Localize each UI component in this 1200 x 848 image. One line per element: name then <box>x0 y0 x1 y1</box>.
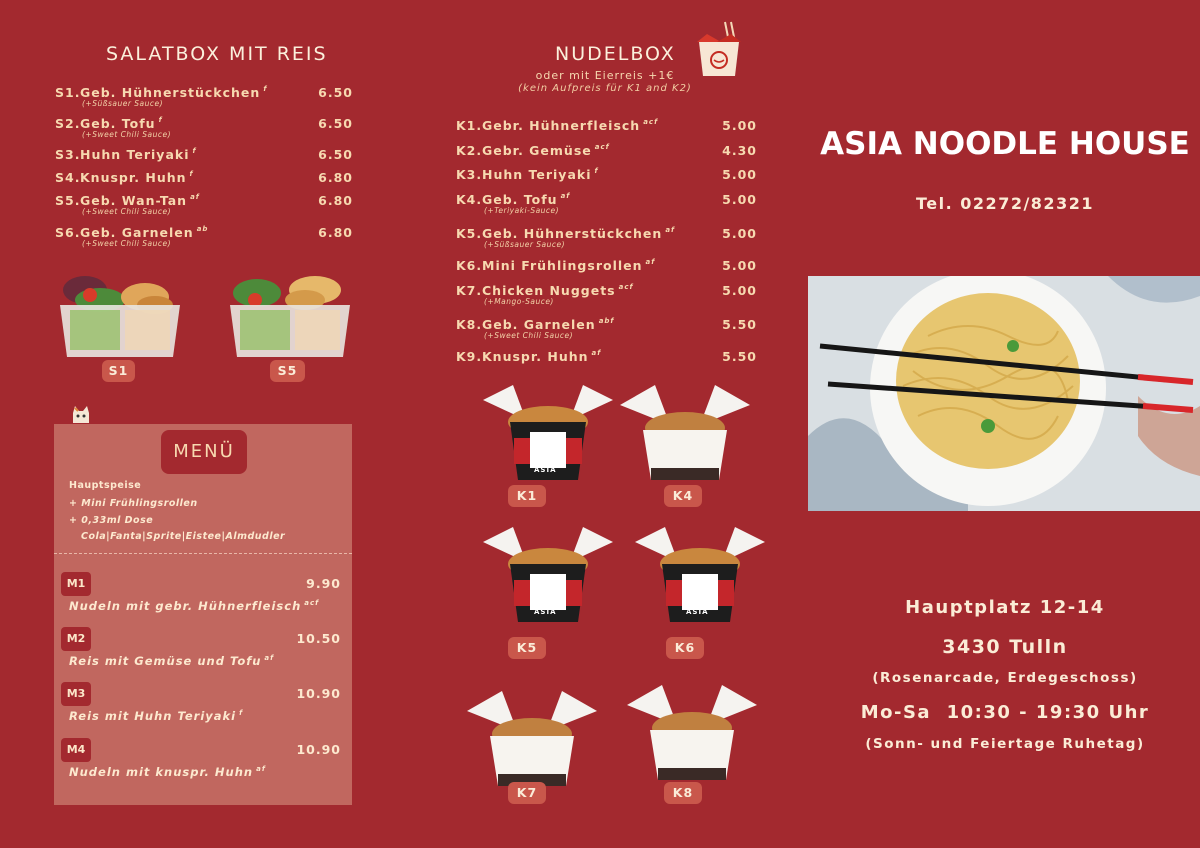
photo-tag-s1: S1 <box>102 360 135 382</box>
menu-panel <box>54 424 352 805</box>
menu-item-price: 9.90 <box>306 576 341 591</box>
closed-days: (Sonn- und Feiertage Ruhetag) <box>865 736 1145 752</box>
noodle-item-code: K7. <box>456 283 483 298</box>
takeaway-box-icon <box>695 20 745 80</box>
noodle-box-illustration <box>462 686 602 791</box>
photo-tag-k6: K6 <box>666 637 704 659</box>
salad-item-name <box>80 147 197 162</box>
noodle-item-price: 5.00 <box>722 283 757 298</box>
menu-item-label: Nudeln mit gebr. Hühnerfleisch <box>69 599 302 613</box>
salad-item-code: S6. <box>55 225 81 240</box>
salad-item-label: Geb. Hühnerstückchen <box>80 85 261 100</box>
noodle-item-price: 5.50 <box>722 349 757 364</box>
salad-item-sauce: (+Süßsauer Sauce) <box>82 99 164 108</box>
menu-item-label: Reis mit Gemüse und Tofu <box>69 654 262 668</box>
noodle-item-price: 5.00 <box>722 258 757 273</box>
noodle-box-photo <box>615 380 755 485</box>
allergen-codes: af <box>256 765 266 773</box>
noodle-item-label: Gebr. Gemüse <box>482 143 592 158</box>
noodle-item-price: 5.00 <box>722 226 757 241</box>
noodle-box-photo <box>478 522 618 627</box>
menu-item-price: 10.90 <box>296 742 341 757</box>
noodle-item-sauce: (+Teriyaki-Sauce) <box>484 206 560 215</box>
noodle-item-code: K4. <box>456 192 483 207</box>
salad-item-price: 6.80 <box>318 193 353 208</box>
allergen-codes: af <box>264 654 275 662</box>
salad-item-code: S4. <box>55 170 81 185</box>
menu-intro-drink-options: Cola|Fanta|Sprite|Eistee|Almdudler <box>81 531 286 542</box>
photo-tag-k7: K7 <box>508 782 546 804</box>
noodle-item-label: Knuspr. Huhn <box>482 349 589 364</box>
allergen-codes: acf <box>643 118 659 126</box>
noodle-box-photo <box>622 680 762 785</box>
photo-tag-k8: K8 <box>664 782 702 804</box>
salad-item-price: 6.80 <box>318 170 353 185</box>
noodle-item-price: 4.30 <box>722 143 757 158</box>
noodle-title: NUDELBOX <box>555 43 676 65</box>
noodle-item-price: 5.00 <box>722 192 757 207</box>
menu-item-name <box>69 709 243 723</box>
allergen-codes: abf <box>598 317 615 325</box>
salad-item-price: 6.50 <box>318 116 353 131</box>
cup-brand-label: ASIA <box>534 466 557 474</box>
photo-tag-k5: K5 <box>508 637 546 659</box>
noodle-item-name <box>482 226 675 241</box>
noodle-item-label: Geb. Tofu <box>482 192 558 207</box>
noodle-item-sauce: (+Süßsauer Sauce) <box>484 240 566 249</box>
noodle-item-code: K1. <box>456 118 483 133</box>
salad-item-sauce: (+Sweet Chili Sauce) <box>82 207 172 216</box>
menu-title: MENÜ <box>173 441 235 462</box>
noodle-item-price: 5.50 <box>722 317 757 332</box>
allergen-codes: af <box>645 258 656 266</box>
menu-divider <box>54 553 352 554</box>
menu-title-badge <box>161 430 247 474</box>
salad-box-photo-s5 <box>225 265 355 360</box>
noodle-item-name <box>482 192 570 207</box>
menu-item-tag: M1 <box>61 572 91 596</box>
menu-item-label: Nudeln mit knuspr. Huhn <box>69 765 254 779</box>
noodle-note: (kein Aufpreis für K1 and K2) <box>518 83 692 94</box>
address-city: 3430 Tulln <box>942 636 1068 658</box>
photo-tag-k4: K4 <box>664 485 702 507</box>
noodle-box-photo <box>478 380 618 485</box>
noodle-item-price: 5.00 <box>722 167 757 182</box>
menu-intro-drink: + 0,33ml Dose <box>69 515 154 526</box>
menu-intro-main: Hauptspeise <box>69 480 142 491</box>
noodle-item-name <box>482 143 610 158</box>
noodle-item-code: K8. <box>456 317 483 332</box>
allergen-codes: acf <box>594 143 610 151</box>
salad-item-label: Knuspr. Huhn <box>80 170 187 185</box>
noodle-box-illustration <box>622 680 762 785</box>
salad-title: SALATBOX MIT REIS <box>106 43 328 65</box>
noodle-item-label: Geb. Hühnerstückchen <box>482 226 663 241</box>
salad-item-name <box>80 85 267 100</box>
allergen-codes: af <box>560 192 571 200</box>
noodle-item-sauce: (+Sweet Chili Sauce) <box>484 331 574 340</box>
salad-item-label: Geb. Wan-Tan <box>80 193 188 208</box>
noodle-box-illustration <box>615 380 755 485</box>
salad-item-name <box>80 170 194 185</box>
noodle-item-name <box>482 349 601 364</box>
menu-item-name <box>69 654 274 668</box>
menu-item-tag: M3 <box>61 682 91 706</box>
noodle-item-code: K2. <box>456 143 483 158</box>
menu-intro-rolls: + Mini Frühlingsrollen <box>69 498 198 509</box>
noodle-item-code: K9. <box>456 349 483 364</box>
noodle-item-label: Geb. Garnelen <box>482 317 596 332</box>
noodle-item-name <box>482 283 634 298</box>
menu-item-label: Reis mit Huhn Teriyaki <box>69 709 237 723</box>
salad-item-label: Geb. Garnelen <box>80 225 194 240</box>
salad-item-label: Geb. Tofu <box>80 116 156 131</box>
salad-item-price: 6.50 <box>318 85 353 100</box>
cat-mascot-icon <box>70 405 92 425</box>
cup-brand-label: ASIA <box>686 608 709 616</box>
noodle-item-code: K6. <box>456 258 483 273</box>
menu-item-name <box>69 765 266 779</box>
menu-item-price: 10.90 <box>296 686 341 701</box>
salad-item-label: Huhn Teriyaki <box>80 147 190 162</box>
menu-item-name <box>69 599 319 613</box>
noodle-item-name <box>482 118 658 133</box>
menu-item-tag: M2 <box>61 627 91 651</box>
photo-tag-s5: S5 <box>270 360 305 382</box>
allergen-codes: ab <box>196 225 209 233</box>
salad-item-price: 6.50 <box>318 147 353 162</box>
allergen-codes: f <box>594 167 599 175</box>
salad-item-sauce: (+Sweet Chili Sauce) <box>82 130 172 139</box>
salad-item-name <box>80 116 163 131</box>
brand-name: ASIA NOODLE HOUSE <box>820 126 1190 162</box>
allergen-codes: f <box>189 170 194 178</box>
allergen-codes: af <box>665 226 676 234</box>
noodle-item-label: Huhn Teriyaki <box>482 167 592 182</box>
noodle-item-label: Chicken Nuggets <box>482 283 616 298</box>
salad-item-price: 6.80 <box>318 225 353 240</box>
allergen-codes: acf <box>304 599 320 607</box>
noodle-item-label: Gebr. Hühnerfleisch <box>482 118 641 133</box>
allergen-codes: af <box>190 193 200 201</box>
menu-item-price: 10.50 <box>296 631 341 646</box>
allergen-codes: f <box>239 709 244 717</box>
noodle-item-price: 5.00 <box>722 118 757 133</box>
salad-item-code: S1. <box>55 85 81 100</box>
allergen-codes: f <box>263 85 268 93</box>
noodle-subtitle: oder mit Eierreis +1€ <box>535 69 675 82</box>
salad-item-code: S5. <box>55 193 81 208</box>
noodle-item-code: K5. <box>456 226 483 241</box>
salad-item-code: S2. <box>55 116 81 131</box>
salad-box-photo-s1 <box>55 265 185 360</box>
noodle-bowl-photo <box>808 276 1200 511</box>
noodle-item-name <box>482 167 599 182</box>
allergen-codes: f <box>192 147 197 155</box>
noodle-item-name <box>482 258 655 273</box>
opening-hours: Mo-Sa 10:30 - 19:30 Uhr <box>860 702 1150 723</box>
noodle-item-name <box>482 317 614 332</box>
cup-brand-label: ASIA <box>534 608 557 616</box>
salad-item-name <box>80 193 200 208</box>
location-note: (Rosenarcade, Erdegeschoss) <box>872 670 1138 686</box>
address-street: Hauptplatz 12-14 <box>905 597 1105 618</box>
noodle-item-sauce: (+Mango-Sauce) <box>484 297 554 306</box>
salad-item-name <box>80 225 208 240</box>
allergen-codes: af <box>591 349 602 357</box>
allergen-codes: acf <box>618 283 634 291</box>
phone-number: Tel. 02272/82321 <box>916 194 1094 213</box>
noodle-item-label: Mini Frühlingsrollen <box>482 258 643 273</box>
noodle-box-photo <box>462 686 602 791</box>
salad-item-code: S3. <box>55 147 81 162</box>
salad-item-sauce: (+Sweet Chili Sauce) <box>82 239 172 248</box>
noodle-box-photo <box>630 522 770 627</box>
menu-item-tag: M4 <box>61 738 91 762</box>
allergen-codes: f <box>158 116 163 124</box>
photo-tag-k1: K1 <box>508 485 546 507</box>
noodle-item-code: K3. <box>456 167 483 182</box>
